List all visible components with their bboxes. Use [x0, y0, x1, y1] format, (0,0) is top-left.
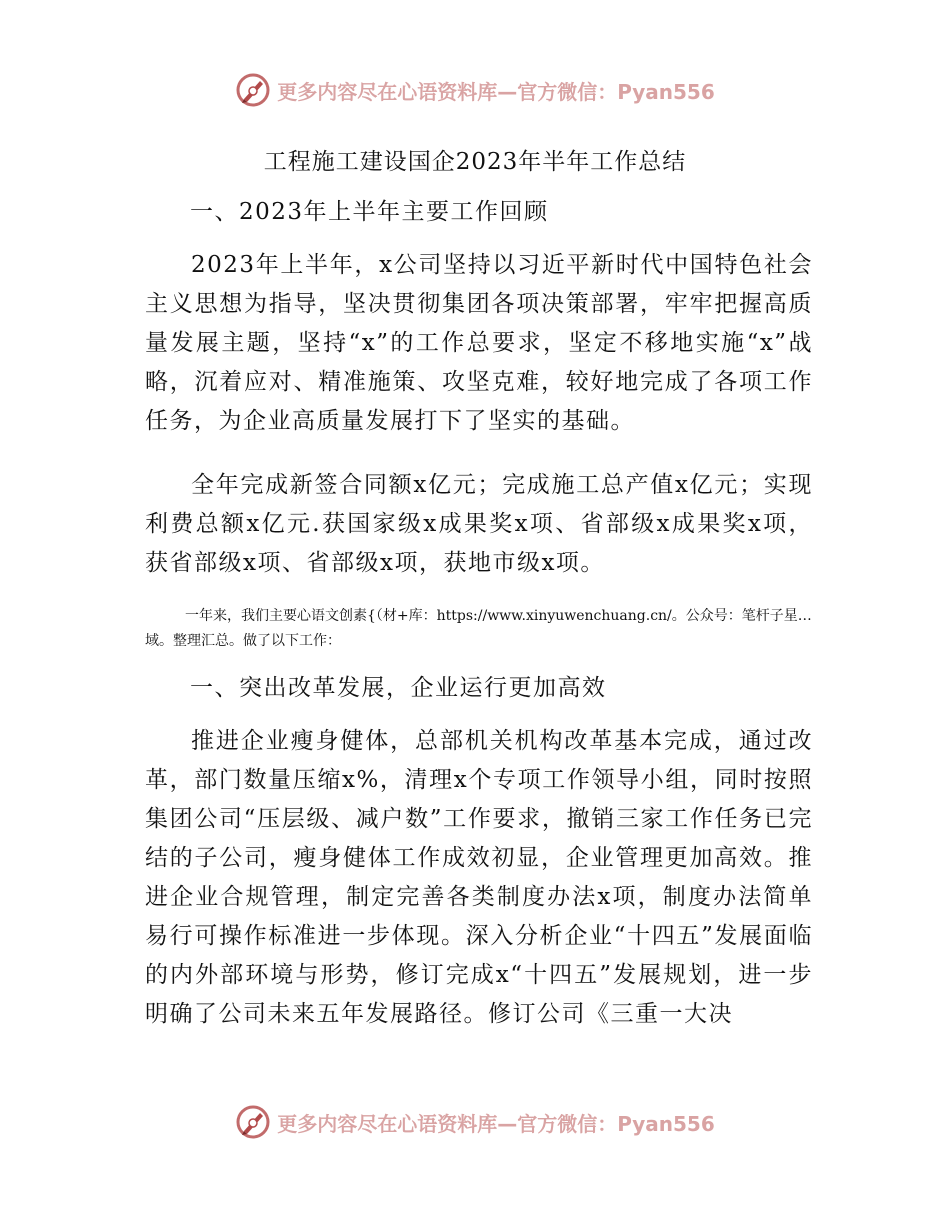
banner-text: 更多内容尽在心语资料库—官方微信：Pyan556 [277, 79, 715, 104]
page-title: 工程施工建设国企2023年半年工作总结 [263, 149, 687, 175]
banner-content [235, 72, 715, 108]
banner-text: 更多内容尽在心语资料库—官方微信：Pyan556 [277, 1111, 715, 1136]
pen-in-circle-logo-icon [235, 1104, 271, 1140]
source-note: 一年来，我们主要心语文创素{（材+库：https://www.xinyuwenchuang.cn/。公众号：笔杆子星…域。整理汇总。做了以下工作： [145, 608, 812, 649]
paragraph-results: 全年完成新签合同额x亿元；完成施工总产值x亿元；实现利费总额x亿元.获国家级x成果奖x项、省部级x成果奖x项，获省部级x项、省部级x项，获地市级x项。 [145, 472, 813, 576]
paragraph-overview: 2023年上半年，x公司坚持以习近平新时代中国特色社会主义思想为指导，坚决贯彻集团各项决策部署，牢牢把握高质量发展主题，坚持“x”的工作总要求，坚定不移地实施“x”战略，沉着应对、精准施策、攻坚克难，较好地完成了各项工作任务，为企业高质量发展打下了坚实的基础。 [145, 252, 813, 434]
section-heading-reform: 一、突出改革发展，企业运行更加高效 [190, 675, 607, 701]
section-heading-review: 一、2023年上半年主要工作回顾 [190, 199, 549, 225]
header-banner [0, 70, 950, 110]
footer-banner [0, 1102, 950, 1142]
pen-in-circle-logo-icon [235, 72, 271, 108]
paragraph-reform: 推进企业瘦身健体，总部机关机构改革基本完成，通过改革，部门数量压缩x%，清理x个专项工作领导小组，同时按照集团公司“压层级、减户数”工作要求，撤销三家工作任务已完结的子公司，瘦身健体工作成效初显，企业管理更加高效。推进企业合规管理，制定完善各类制度办法x项，制度办法简单易行可操作标准进一步体现。深入分析企业“十四五”发展面临的内外部环境与形势，修订完成x“十四五”发展规划，进一步明确了公司未来五年发展路径。修订公司《三重一大决 [145, 728, 813, 1027]
banner-content [235, 1104, 715, 1140]
